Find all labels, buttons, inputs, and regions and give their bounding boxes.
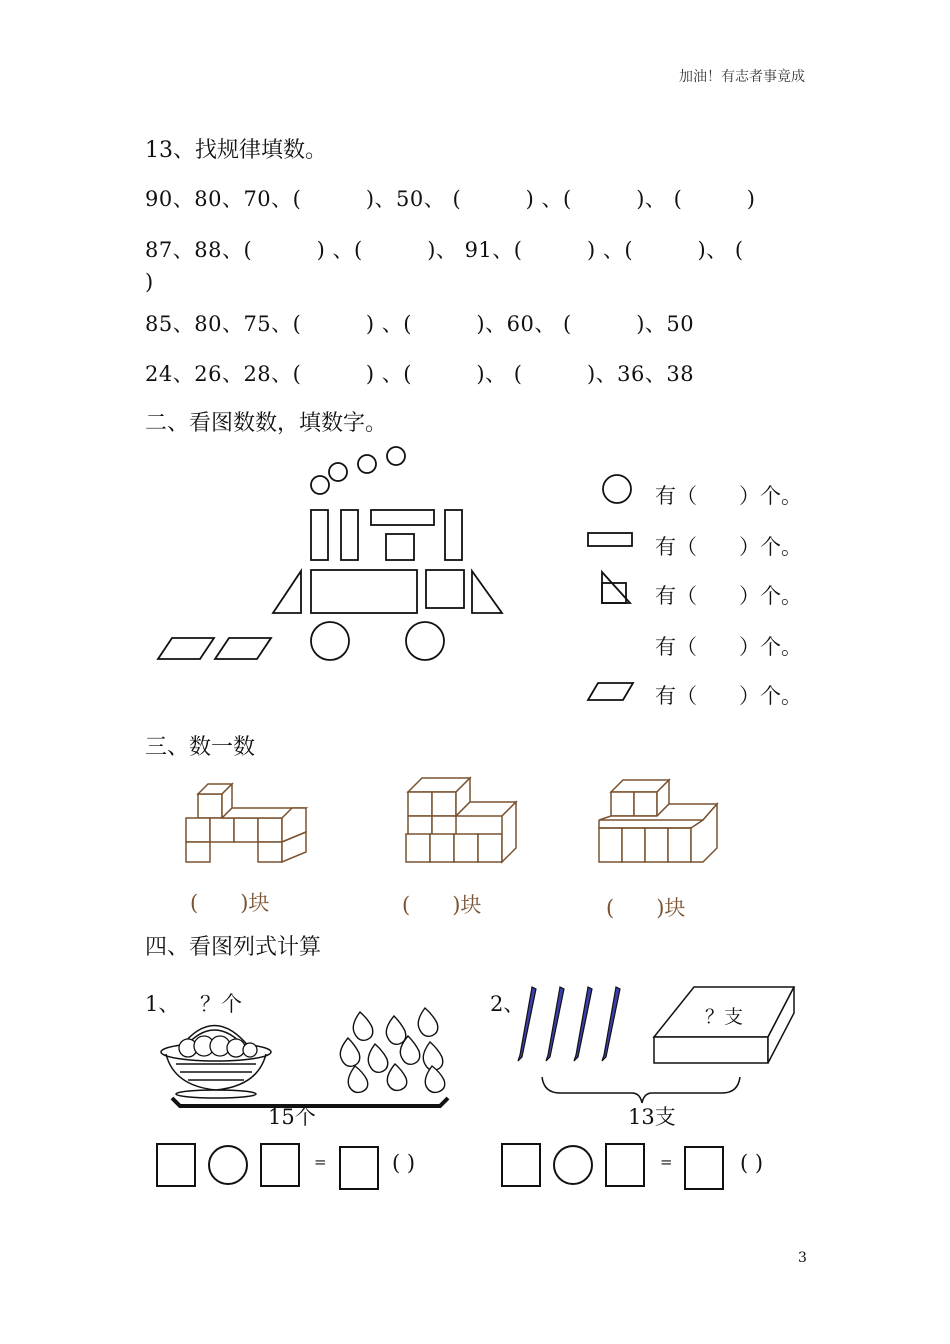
section-4-title: 四、看图列式计算: [145, 935, 322, 960]
body-rect: [311, 570, 417, 613]
equation-2-unit: ( ): [740, 1151, 764, 1175]
answer-box: [606, 1144, 644, 1186]
section-13-title: 13、找规律填数。: [145, 138, 327, 163]
legend-text-parallelogram: 有（ ）个。: [655, 684, 802, 708]
section-2-title: 二、看图数数，填数字。: [145, 411, 388, 436]
cube-stack-3: [595, 772, 725, 867]
parallelogram-left: [158, 638, 214, 659]
cube-stack-2: [400, 772, 530, 867]
problem-2-total: 13支: [628, 1105, 676, 1129]
smoke-circle-4: [387, 447, 405, 465]
sequence-row-2-wrap: ): [145, 270, 154, 294]
chimney-rect-3: [445, 510, 462, 560]
answer-box: [157, 1144, 195, 1186]
equation-2-boxes: [500, 1140, 730, 1190]
sequence-row-2: 87、88、( ) 、( )、 91、( ) 、( )、 (: [145, 238, 744, 262]
sequence-row-3: 85、80、75、( ) 、( )、60、 ( )、50: [145, 312, 695, 336]
pens-illustration: [512, 985, 642, 1065]
answer-box: [685, 1147, 723, 1189]
legend-rectangle-icon: [587, 532, 635, 550]
legend-parallelogram-icon: [587, 680, 637, 702]
operator-circle: [209, 1146, 247, 1184]
problem-1-question: ？个: [200, 992, 242, 1016]
problem-2-question: ？支: [705, 1006, 744, 1028]
fruit-basket-illustration: [158, 1008, 278, 1098]
left-triangle: [273, 571, 301, 613]
equation-1-boxes: [155, 1140, 385, 1190]
legend-circle-icon: [600, 472, 636, 508]
legend-text-rectangle: 有（ ）个。: [655, 535, 802, 559]
legend-text-circle: 有（ ）个。: [655, 484, 802, 508]
chimney-rect-2: [341, 510, 358, 560]
roof-rect: [371, 510, 434, 525]
train-figure: [150, 440, 520, 670]
sequence-row-1: 90、80、70、( )、50、 ( ) 、( )、 ( ): [145, 187, 756, 211]
sequence-row-4: 24、26、28、( ) 、( )、 ( )、36、38: [145, 362, 695, 386]
cube-answer-3: ( )块: [606, 896, 686, 920]
chimney-rect-1: [311, 510, 328, 560]
problem-2-number: 2、: [490, 992, 525, 1016]
legend-square-triangle-icon: [600, 570, 636, 606]
smoke-circle-3: [358, 455, 376, 473]
page-number: 3: [798, 1250, 807, 1266]
header-motto: 加油！有志者事竟成: [679, 69, 805, 85]
pears-group-illustration: [330, 1000, 450, 1095]
problem-1-total: 15个: [268, 1105, 316, 1129]
equation-1-equals: =: [314, 1153, 327, 1171]
cube-answer-1: ( )块: [190, 891, 270, 915]
smoke-circle-1: [311, 476, 329, 494]
right-triangle: [472, 571, 502, 613]
section-3-title: 三、数一数: [145, 735, 256, 760]
problem-1-number: 1、: [145, 992, 180, 1016]
wheel-left: [311, 622, 349, 660]
operator-circle: [554, 1146, 592, 1184]
legend-text-square-triangle: 有（ ）个。: [655, 584, 802, 608]
equation-2-equals: =: [660, 1153, 673, 1171]
equation-1-unit: ( ): [392, 1151, 416, 1175]
answer-box: [502, 1144, 540, 1186]
answer-box: [340, 1147, 378, 1189]
legend-text-blank: 有（ ）个。: [655, 635, 802, 659]
wheel-right: [406, 622, 444, 660]
cab-square: [386, 534, 414, 560]
smoke-circle-2: [329, 463, 347, 481]
cube-answer-2: ( )块: [402, 893, 482, 917]
body-square: [426, 570, 464, 608]
parallelogram-right: [215, 638, 271, 659]
cube-stack-1: [180, 772, 310, 867]
answer-box: [261, 1144, 299, 1186]
